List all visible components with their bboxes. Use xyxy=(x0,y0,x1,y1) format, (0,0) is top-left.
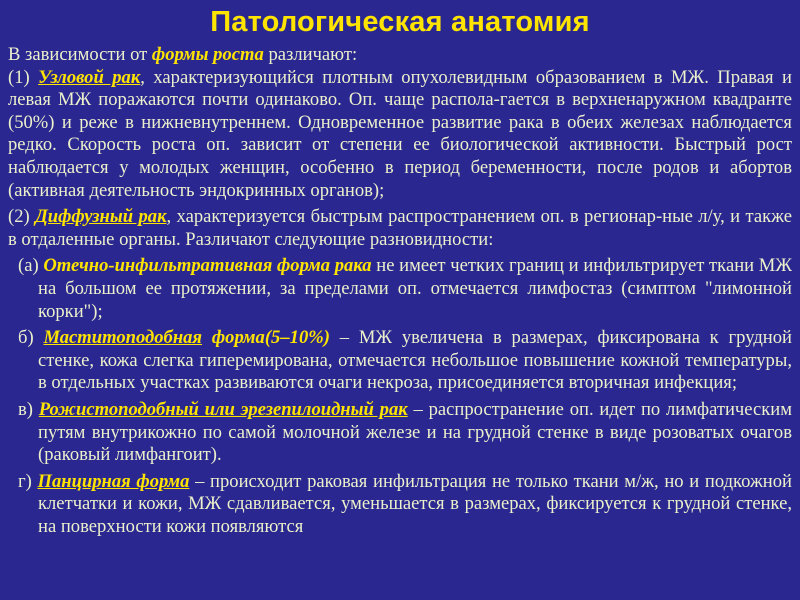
paragraph-armored-form xyxy=(8,471,792,539)
keyword-mastitis-like: Маститоподобная xyxy=(43,327,203,349)
item-number: (1) xyxy=(8,66,39,88)
keyword-diffuse-cancer: Диффузный рак xyxy=(35,206,167,228)
intro-keyword: формы роста xyxy=(151,44,264,65)
keyword-erysipeloid-cancer: Рожистоподобный или эрезепилоидный рак xyxy=(38,398,408,420)
slide-body xyxy=(8,44,792,538)
paragraph-diffuse-cancer xyxy=(8,206,792,251)
item-number: (2) xyxy=(8,206,36,228)
keyword-form: форма xyxy=(202,327,265,349)
intro-paragraph xyxy=(8,44,792,67)
item-number: б) xyxy=(18,327,44,349)
keyword-percent: (5–10%) xyxy=(264,327,330,349)
paragraph-nodular-cancer xyxy=(8,67,792,203)
paragraph-text: , характеризующийся плотным опухолевидным образованием в МЖ. Правая и левая МЖ поражаются почти одинаково. Оп. чаще распола-гается в верхненаружном квадранте (50%) и реже в нижневнутреннем. Одновременное развитие рака в обеих железах наблюдается редко. Скорость роста оп. зависит от степени ее биологической активности. Быстрый рост наблюдается у молодых женщин, особенно в период беременности, после родов и абортов (активная деятельность эндокринных органов); xyxy=(8,66,792,201)
item-number: в) xyxy=(18,398,39,420)
keyword-edematous-form: Отечно-инфильтративная форма рака xyxy=(43,255,372,277)
paragraph-text: – МЖ увеличена в размерах, фиксирована к грудной стенке, кожа слегка гиперемирована, отмечается небольшое повышение кожной температуры, в отдельных участках развиваются очаги некроза, присоединяется вторичная инфекция; xyxy=(38,327,792,394)
keyword-armored-form: Панцирная форма xyxy=(37,470,190,492)
item-number: г) xyxy=(18,470,38,492)
keyword-nodular-cancer: Узловой рак xyxy=(38,66,141,88)
paragraph-text: – происходит раковая инфильтрация не только ткани м/ж, но и подкожной клетчатки и кожи, МЖ сдавливается, уменьшается в размерах, фиксируется к грудной стенке, на поверхности кожи появляются xyxy=(38,470,793,537)
intro-text: В зависимости от xyxy=(8,44,152,65)
paragraph-text: , характеризуется быстрым распространением оп. в регионар-ные л/у, и также в отдаленные органы. Различают следующие разновидности: xyxy=(8,206,792,250)
paragraph-mastitis-like-form xyxy=(8,327,792,395)
page-title: Патологическая анатомия xyxy=(210,6,590,38)
intro-text-end: различают: xyxy=(263,44,358,65)
item-number: (а) xyxy=(18,255,44,277)
paragraph-text: не имеет четких границ и инфильтрирует ткани МЖ на большом ее протяжении, за пределами оп. отмечается лимфостаз (симптом "лимонной корки"); xyxy=(38,255,792,322)
paragraph-edematous-form xyxy=(8,255,792,323)
paragraph-erysipeloid-cancer xyxy=(8,399,792,467)
paragraph-text: – распространение оп. идет по лимфатическим путям внутрикожно по самой молочной железе и на грудной стенке в виде розоватых очагов (раковый лимфангоит). xyxy=(38,398,792,466)
